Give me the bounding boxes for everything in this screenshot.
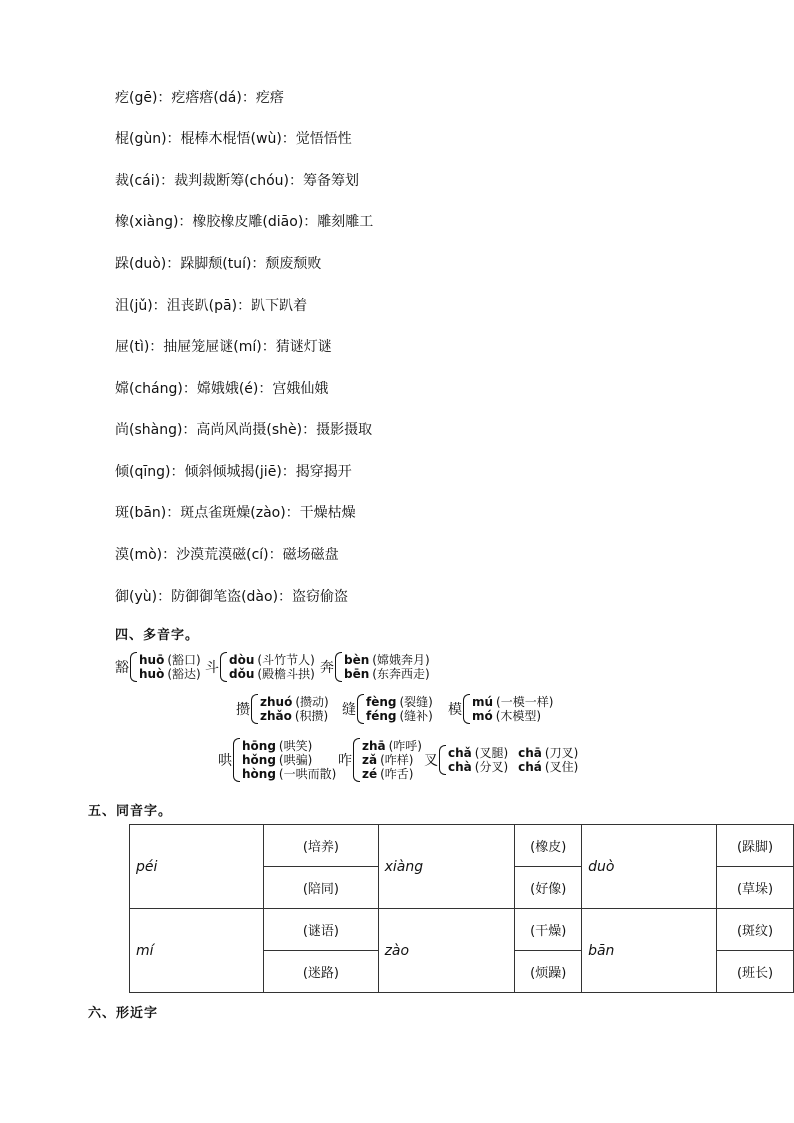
word: (咋舌) [380,767,414,781]
vocab-line: 斑(bān)：斑点雀斑燥(zào)：干燥枯燥 [115,505,356,521]
pinyin-cell: xiàng [378,825,515,909]
pinyin: bēn [344,667,370,681]
word: (分叉) [474,760,509,774]
pinyin: huò [139,667,165,681]
pinyin-cell: péi [130,825,264,909]
polyphone-char: 斗 [205,660,219,676]
brace [357,694,364,724]
polyphone-group [448,694,553,724]
word-cell: (橡皮) [515,825,582,867]
pinyin: chǎ [448,746,472,760]
word: (刀叉) [544,746,579,760]
word-cell: (好像) [515,867,582,909]
section-title: 四、多音字。 [115,628,200,643]
polyphone-char: 缝 [342,702,356,718]
pinyin: dǒu [229,667,255,681]
pinyin: zé [362,767,378,781]
word-cell: (斑纹) [717,909,794,951]
polyphone-group [320,652,430,682]
polyphone-group [342,694,433,724]
pinyin: chà [448,760,472,774]
word: (嫦娥奔月) [372,653,430,667]
polyphone-group [236,694,329,724]
polyphone-group [218,738,336,782]
word: (积攒) [294,709,329,723]
word-cell: (烦躁) [515,951,582,993]
word: (咋样) [380,753,414,767]
brace [353,738,360,782]
polyphone-group [205,652,315,682]
polyphone-char: 攒 [236,702,250,718]
vocab-line: 漠(mò)：沙漠荒漠磁(cí)：磁场磁盘 [115,547,339,563]
pinyin: mó [472,709,493,723]
vocab-line: 尚(shàng)：高尚风尚摄(shè)：摄影摄取 [115,422,373,438]
polyphone-char: 奔 [320,660,334,676]
word: (缝补) [399,709,433,723]
word-cell: (培养) [264,825,378,867]
pinyin: mú [472,695,494,709]
word: (咋呼) [388,739,422,753]
section-title: 五、同音字。 [88,804,173,819]
vocab-line: 裁(cái)：裁判裁断筹(chóu)：筹备筹划 [115,173,360,189]
word: (叉住) [544,760,579,774]
word: (裂缝) [399,695,433,709]
word-cell: (干燥) [515,909,582,951]
brace [233,738,240,782]
word: (斗竹节人) [257,653,315,667]
pinyin-cell: zào [378,909,515,993]
pinyin: hǒng [242,753,276,767]
pinyin-cell: mí [130,909,264,993]
word: (一模一样) [496,695,554,709]
brace [220,652,227,682]
word: (殿檐斗拱) [257,667,315,681]
polyphone-char: 模 [448,702,462,718]
pinyin: hòng [242,767,276,781]
polyphone-char: 哄 [218,753,232,769]
pinyin: fèng [366,695,397,709]
word: (一哄而散) [278,767,337,781]
polyphone-group [338,738,422,782]
brace [335,652,342,682]
pinyin: zhǎo [260,709,292,723]
vocab-line: 沮(jǔ)：沮丧趴(pā)：趴下趴着 [115,298,308,314]
polyphone-char: 咋 [338,753,352,769]
word: (木模型) [495,709,542,723]
polyphone-char: 叉 [424,753,438,769]
pinyin: zhā [362,739,386,753]
polyphone-group [115,652,201,682]
pinyin: chá [518,760,542,774]
word: (豁口) [167,653,201,667]
pinyin: chā [518,746,542,760]
vocab-line: 倾(qīng)：倾斜倾城揭(jiē)：揭穿揭开 [115,464,352,480]
polyphone-char: 豁 [115,660,129,676]
pinyin-cell: bān [582,909,717,993]
vocab-line: 御(yù)：防御御笔盗(dào)：盗窃偷盗 [115,589,349,605]
vocab-line: 跺(duò)：跺脚颓(tuí)：颓废颓败 [115,256,322,272]
vocab-line: 屉(tì)：抽屉笼屉谜(mí)：猜谜灯谜 [115,339,332,355]
pinyin-cell: duò [582,825,717,909]
pinyin: bèn [344,653,370,667]
word: (叉腿) [474,746,509,760]
brace [463,694,470,724]
word: (东奔西走) [372,667,430,681]
vocab-line: 棍(gùn)：棍棒木棍悟(wù)：觉悟悟性 [115,131,352,147]
pinyin: féng [366,709,397,723]
vocab-line: 嫦(cháng)：嫦娥娥(é)：宫娥仙娥 [115,381,329,397]
pinyin: zǎ [362,753,378,767]
pinyin: zhuó [260,695,293,709]
word-cell: (跺脚) [717,825,794,867]
brace [251,694,258,724]
word: (哄笑) [278,739,313,753]
word: (攒动) [295,695,329,709]
word-cell: (谜语) [264,909,378,951]
homophone-table [129,824,794,993]
vocab-line: 疙(gē)：疙瘩瘩(dá)：疙瘩 [115,90,284,106]
word: (豁达) [167,667,201,681]
polyphone-group [424,745,578,775]
pinyin: dòu [229,653,255,667]
section-title: 六、形近字 [88,1006,159,1021]
pinyin: hōng [242,739,276,753]
word-cell: (迷路) [264,951,378,993]
word-cell: (草垛) [717,867,794,909]
word: (哄骗) [278,753,313,767]
vocab-line: 橡(xiàng)：橡胶橡皮雕(diāo)：雕刻雕工 [115,214,374,230]
word-cell: (班长) [717,951,794,993]
pinyin: huō [139,653,165,667]
brace [130,652,137,682]
brace [439,745,446,775]
word-cell: (陪同) [264,867,378,909]
